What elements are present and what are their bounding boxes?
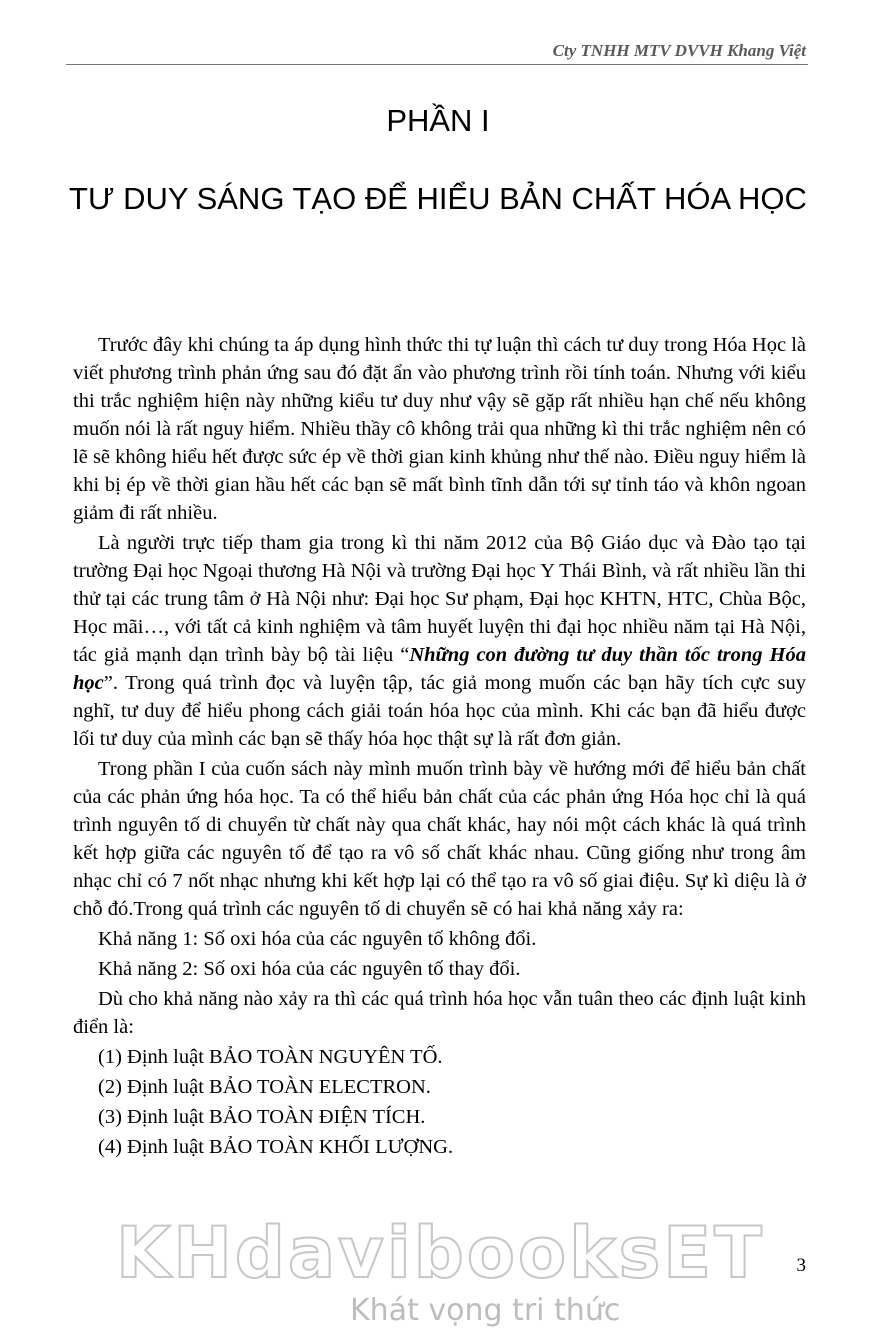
paragraph-intro: Trước đây khi chúng ta áp dụng hình thức thi tự luận thì cách tư duy trong Hóa Học là viết phương trình phản ứng sau đó đặt ẩn vào phương trình rồi tính toán. Nhưng với kiểu thi trắc nghiệm hiện này những kiểu tư duy như vậy sẽ gặp rất nhiều hạn chế nếu không muốn nói là rất nguy hiểm. Nhiều thầy cô không trải qua những kì thi trắc nghiệm nên có lẽ sẽ không hiểu hết được sức ép về thời gian kinh khủng như thế nào. Điều nguy hiểm là khi bị ép về thời gian hầu hết các bạn sẽ mất bình tĩnh dẫn tới sự tỉnh táo và khôn ngoan giảm đi rất nhiều.: [73, 334, 806, 524]
watermark-slogan: Khát vọng tri thức: [350, 1293, 621, 1328]
header-divider: [66, 64, 808, 65]
running-header: Cty TNHH MTV DVVH Khang Việt: [552, 41, 806, 60]
law-item: (1) Định luật BẢO TOÀN NGUYÊN TỐ.: [98, 1046, 443, 1068]
page-number: 3: [796, 1255, 806, 1276]
paragraph-author-end: ”. Trong quá trình đọc và luyện tập, tác giả mong muốn các bạn hãy tích cực suy nghĩ, tư duy để hiểu phong cách giải toán hóa học của mình. Khi các bạn đã hiểu được lối tư duy của mình các bạn sẽ thấy hóa học thật sự là rất đơn giản.: [73, 672, 806, 750]
case-1: Khả năng 1: Số oxi hóa của các nguyên tố không đổi.: [98, 928, 537, 950]
paragraph-laws-intro: Dù cho khả năng nào xảy ra thì các quá trình hóa học vẫn tuân theo các định luật kinh điển là:: [73, 988, 806, 1038]
chapter-title: TƯ DUY SÁNG TẠO ĐỂ HIỂU BẢN CHẤT HÓA HỌC: [69, 181, 807, 216]
body-text: [73, 331, 806, 1163]
paragraph-author: [73, 529, 806, 753]
part-title: PHẦN I: [386, 103, 490, 138]
paragraph-author-start: Là người trực tiếp tham gia trong kì thi năm 2012 của Bộ Giáo dục và Đào tạo tại trường Đại học Ngoại thương Hà Nội và trường Đại học Y Thái Bình, và rất nhiều lần thi thử tại các trung tâm ở Hà Nội như: Đại học Sư phạm, Đại học KHTN, HTC, Chùa Bộc, Học mãi…, với tất cả kinh nghiệm và tâm huyết luyện thi đại học nhiều năm tại Hà Nội, tác giả mạnh dạn trình bày bộ tài liệu “: [73, 532, 806, 666]
law-item: (4) Định luật BẢO TOÀN KHỐI LƯỢNG.: [98, 1136, 454, 1158]
book-title: Những con đường tư duy thần tốc trong Hóa học: [73, 644, 806, 694]
law-item: (2) Định luật BẢO TOÀN ELECTRON.: [98, 1076, 431, 1098]
case-2: Khả năng 2: Số oxi hóa của các nguyên tố thay đổi.: [98, 958, 521, 980]
watermark-brand: KHdavibooksET: [116, 1212, 765, 1294]
paragraph-part-one: Trong phần I của cuốn sách này mình muốn trình bày về hướng mới để hiểu bản chất của các phản ứng hóa học. Ta có thể hiểu bản chất của các phản ứng Hóa học chỉ là quá trình nguyên tố di chuyển từ chất này qua chất khác, hay nói một cách khác là quá trình kết hợp giữa các nguyên tố để tạo ra vô số chất khác nhau. Cũng giống như trong âm nhạc chỉ có 7 nốt nhạc nhưng khi kết hợp lại có thể tạo ra vô số giai điệu. Sự kì diệu là ở chỗ đó.Trong quá trình các nguyên tố di chuyển sẽ có hai khả năng xảy ra:: [73, 758, 806, 920]
law-item: (3) Định luật BẢO TOÀN ĐIỆN TÍCH.: [98, 1106, 426, 1128]
